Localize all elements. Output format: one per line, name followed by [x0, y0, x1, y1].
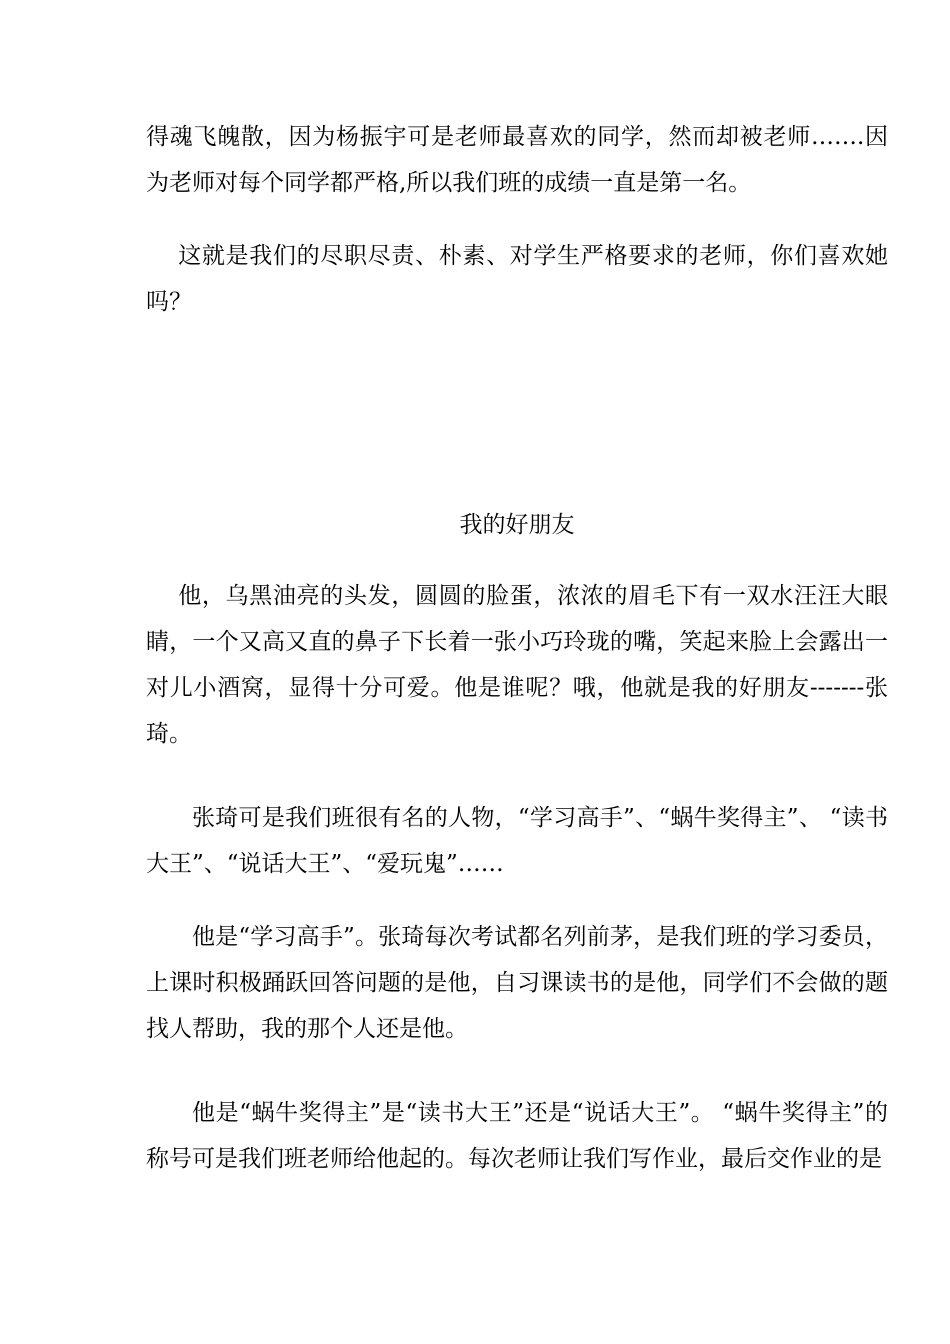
paragraph-snail-award: 他是“蜗牛奖得主”是“读书大王”还是“说话大王”。 “蜗牛奖得主”的称号可是我们班老师给他起的。每次老师让我们写作业，最后交作业的是 — [146, 1100, 888, 1172]
essay-title: 我的好朋友 — [459, 512, 575, 538]
paragraph-study-master: 他是“学习高手”。张琦每次考试都名列前茅，是我们班的学习委员，上课时积极踊跃回答问题的是他，自习课读书的是他，同学们不会做的题找人帮助，我的那个人还是他。 — [146, 924, 888, 1042]
paragraph-continuation: 得魂飞魄散，因为杨振宇可是老师最喜欢的同学，然而却被老师…….因为老师对每个同学都严格,所以我们班的成绩一直是第一名。 — [146, 124, 888, 196]
paragraph-description: 他，乌黑油亮的头发，圆圆的脸蛋，浓浓的眉毛下有一双水汪汪大眼睛，一个又高又直的鼻子下长着一张小巧玲珑的嘴，笑起来脸上会露出一对儿小酒窝，显得十分可爱。他是谁呢？哦，他就是我的好朋友-------张琦。 — [146, 583, 888, 747]
paragraph-nicknames: 张琦可是我们班很有名的人物，“学习高手”、“蜗牛奖得主”、 “读书大王”、“说话大王”、“爱玩鬼”…… — [146, 805, 888, 877]
paragraph-closing: 这就是我们的尽职尽责、朴素、对学生严格要求的老师，你们喜欢她吗？ — [146, 243, 888, 315]
